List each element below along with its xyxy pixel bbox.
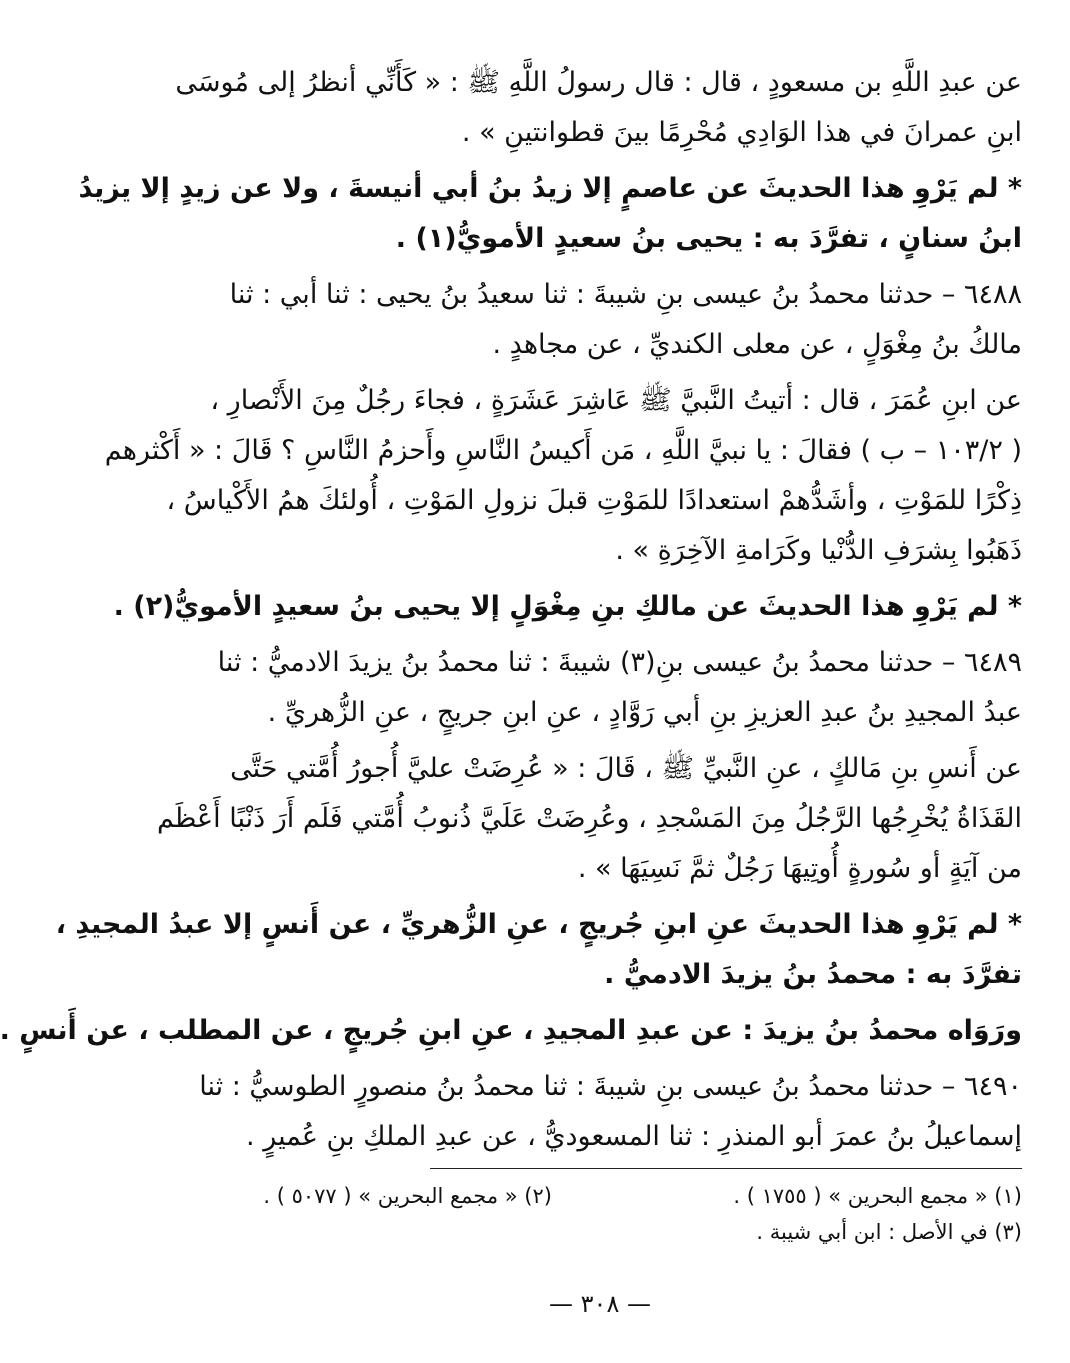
paragraph-7 xyxy=(156,744,1022,894)
paragraph-3-hadith-6488 xyxy=(180,270,1022,370)
text-line: مالكُ بنُ مِغْوَلٍ ، عن معلى الكنديِّ ، عن مجاهدٍ . xyxy=(492,329,1022,360)
text-line: تفرَّدَ به : محمدُ بنُ يزيدَ الادميُّ . xyxy=(604,959,1022,990)
paragraph-10-hadith-6490 xyxy=(180,1062,1022,1162)
text-line: ( ١٠٣/٢ – ب ) فقالَ : يا نبيَّ اللَّهِ ، مَن أَكيسُ النَّاسِ وأَحزمُ النَّاسِ ؟ قَالَ : « أَكْثرهم xyxy=(104,435,1022,466)
footnote-3: (٣) في الأصل : ابن أبي شيبة . xyxy=(756,1220,1022,1244)
text-line: ابنُ سنانٍ ، تفرَّدَ به : يحيى بنُ سعيدٍ الأمويُّ(١) . xyxy=(395,223,1022,254)
page-number: — ٣٠٨ — xyxy=(549,1290,651,1318)
footnote-divider xyxy=(430,1168,1022,1169)
text-line: عن ابنِ عُمَرَ ، قال : أتيتُ النَّبيَّ ﷺ عَاشِرَ عَشَرَةٍ ، فجاءَ رجُلٌ مِنَ الأَنْصارِ ، xyxy=(210,385,1022,416)
text-line: ابنِ عمرانَ في هذا الوَادِي مُحْرِمًا بينَ قطوانتينِ » . xyxy=(461,117,1022,148)
footnote-1: (١) « مجمع البحرين » ( ١٧٥٥ ) . xyxy=(733,1184,1022,1208)
text-line: من آيَةٍ أو سُورةٍ أُوتِيهَا رَجُلٌ ثمَّ نَسِيَهَا » . xyxy=(577,853,1022,884)
paragraph-4 xyxy=(104,376,1022,576)
text-line: ورَوَاه محمدُ بنُ يزيدَ : عن عبدِ المجيدِ ، عنِ ابنِ جُريجٍ ، عن المطلب ، عن أَنسٍ . xyxy=(0,1015,1022,1046)
text-line: إسماعيلُ بنُ عمرَ أبو المنذرِ : ثنا المسعوديُّ ، عن عبدِ الملكِ بنِ عُميرٍ . xyxy=(246,1121,1022,1152)
page-body xyxy=(0,58,1022,1162)
text-line: ذَهَبُوا بِشرَفِ الدُّنْيا وكَرَامةِ الآخِرَةِ » . xyxy=(615,535,1022,566)
text-line: ٦٤٩٠ – حدثنا محمدُ بنُ عيسى بنِ شيبةَ : ثنا محمدُ بنُ منصورٍ الطوسيُّ : ثنا xyxy=(199,1071,1022,1102)
text-line: ذِكْرًا للمَوْتِ ، وأشَدُّهمْ استعدادًا للمَوْتِ قبلَ نزولِ المَوْتِ ، أُولئكَ همُ الأَكْياسُ ، xyxy=(166,485,1022,516)
text-line: ٦٤٨٩ – حدثنا محمدُ بنُ عيسى بنِ(٣) شيبةَ : ثنا محمدُ بنُ يزيدَ الادميُّ : ثنا xyxy=(217,647,1022,678)
paragraph-5-commentary xyxy=(113,582,1022,632)
text-line: * لم يَرْوِ هذا الحديثَ عنِ ابنِ جُريجٍ ، عنِ الزُّهريِّ ، عن أَنسٍ إلا عبدُ المجيدِ ، xyxy=(55,909,1022,940)
text-line: عبدُ المجيدِ بنُ عبدِ العزيزِ بنِ أبي رَوَّادٍ ، عنِ ابنِ جريجٍ ، عنِ الزُّهريِّ . xyxy=(267,697,1022,728)
text-line: عن عبدِ اللَّهِ بن مسعودٍ ، قال : قال رسولُ اللَّهِ ﷺ : « كَأَنِّي أنظرُ إلى مُوسَى xyxy=(175,67,1022,98)
text-line: القَذَاةُ يُخْرِجُها الرَّجُلُ مِنَ المَسْجدِ ، وعُرِضَتْ عَلَيَّ ذُنوبُ أُمَّتي فَلَم أَرَ ذَنْبًا أَعْظَم xyxy=(156,803,1022,834)
footnote-2: (٢) « مجمع البحرين » ( ٥٠٧٧ ) . xyxy=(263,1184,552,1208)
text-line: * لم يَرْوِ هذا الحديثَ عن عاصمٍ إلا زيدُ بنُ أبي أنيسةَ ، ولا عن زيدٍ إلا يزيدُ xyxy=(78,173,1022,204)
text-line: ٦٤٨٨ – حدثنا محمدُ بنُ عيسى بنِ شيبةَ : ثنا سعيدُ بنُ يحيى : ثنا أبي : ثنا xyxy=(229,279,1022,310)
footnotes xyxy=(180,1178,1022,1250)
footnote-row xyxy=(180,1178,1022,1214)
paragraph-1 xyxy=(175,58,1022,158)
text-line: عن أَنسِ بنِ مَالكٍ ، عنِ النَّبيِّ ﷺ ، قَالَ : « عُرِضَتْ عليَّ أُجورُ أُمَّتي حَتَّى xyxy=(230,753,1022,784)
paragraph-2-commentary xyxy=(78,164,1022,264)
paragraph-9-commentary xyxy=(0,1006,1022,1056)
paragraph-8-commentary xyxy=(55,900,1022,1000)
text-line: * لم يَرْوِ هذا الحديثَ عن مالكِ بنِ مِغْوَلٍ إلا يحيى بنُ سعيدٍ الأمويُّ(٢) . xyxy=(113,591,1022,622)
paragraph-6-hadith-6489 xyxy=(180,638,1022,738)
